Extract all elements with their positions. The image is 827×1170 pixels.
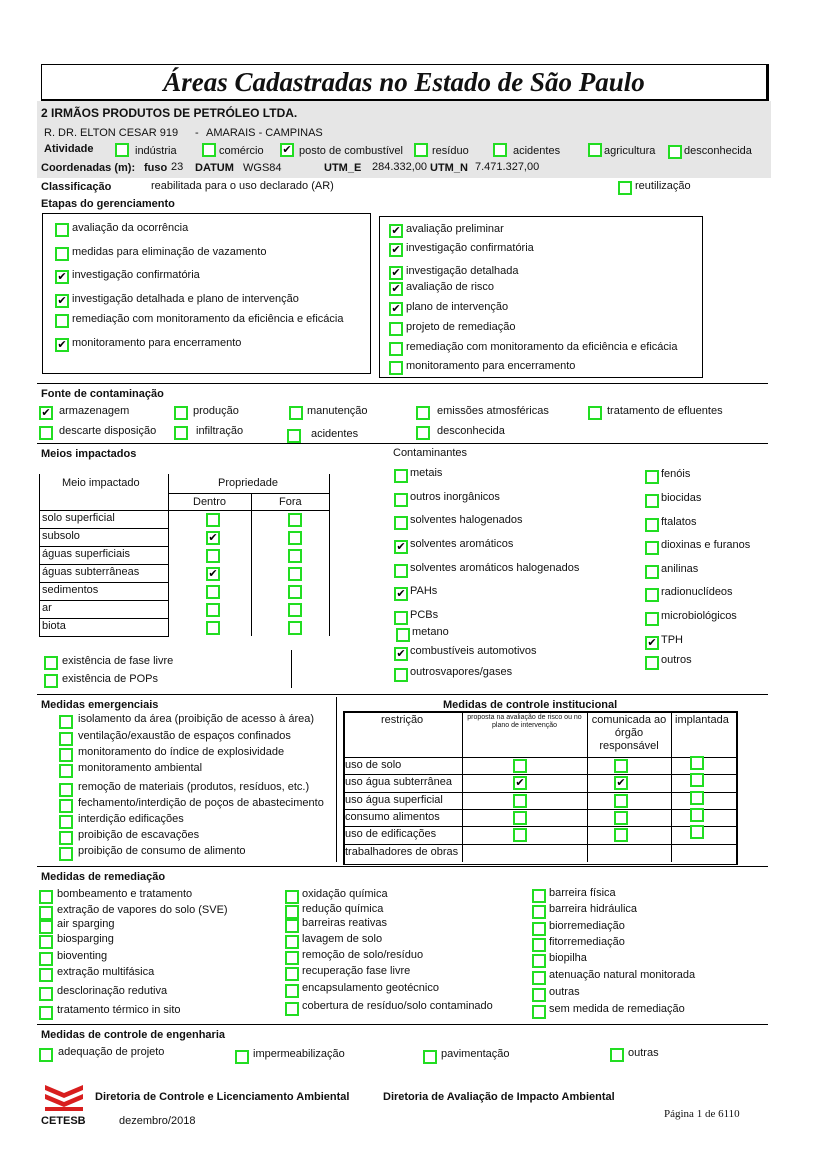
contaminante-anilinas-checkbox[interactable] [645,565,659,579]
table-border [168,493,330,494]
remediacao-biopilha-checkbox[interactable] [532,954,546,968]
emergencial-interdicao-edificacoes-checkbox[interactable] [59,815,73,829]
emergencial-ventilacao-exaustao-de-espacos-confinados-label: ventilação/exaustão de espaços confinados [78,730,291,742]
district: AMARAIS - CAMPINAS [206,127,323,139]
footer-diretoria-1: Diretoria de Controle e Licenciamento Ambiental [95,1091,350,1103]
remediacao-atenuacao-natural-monitorada-checkbox[interactable] [532,971,546,985]
remediacao-remocao-de-solo-residuo-label: remoção de solo/resíduo [302,949,424,961]
emergencial-proibicao-de-consumo-de-alimento-label: proibição de consumo de alimento [78,845,246,857]
restricao-uso-de-solo-proposta-checkbox[interactable] [513,759,527,773]
contaminante-combustiveis-automotivos-label: combustíveis automotivos [410,645,537,657]
atividade-agricultura-checkbox[interactable] [588,143,602,157]
etapa-left-avaliacao-da-ocorrencia-checkbox[interactable] [55,223,69,237]
remediacao-extracao-de-vapores-do-solo-sve-checkbox[interactable] [39,906,53,920]
fonte-tratamento-de-efluentes-label: tratamento de efluentes [607,405,723,417]
atividade-posto-de-combustivel-label: posto de combustível [299,145,403,157]
restricao-consumo-alimentos-proposta-checkbox[interactable] [513,811,527,825]
restricao-row-uso-agua-subterranea: uso água subterrânea [345,776,453,788]
pops-checkbox[interactable] [44,674,58,688]
emergencial-interdicao-edificacoes-label: interdição edificações [78,813,184,825]
remediacao-desclorinacao-redutiva-checkbox[interactable] [39,987,53,1001]
remediacao-barreiras-reativas-checkbox[interactable] [285,919,299,933]
remediacao-extracao-multifasica-checkbox[interactable] [39,968,53,982]
atividade-desconhecida-checkbox[interactable] [668,145,682,159]
etapa-left-avaliacao-da-ocorrencia-label: avaliação da ocorrência [72,222,189,234]
fonte-desconhecida-label: desconhecida [437,425,505,437]
utm-n-label: UTM_N [430,162,468,174]
restricao-uso-de-solo-comunicada-checkbox[interactable] [614,759,628,773]
contaminante-tph-checkbox[interactable]: ✔ [645,636,659,650]
contaminante-solventes-halogenados-label: solventes halogenados [410,514,523,526]
contaminante-combustiveis-automotivos-checkbox[interactable]: ✔ [394,647,408,661]
remediacao-barreira-fisica-checkbox[interactable] [532,889,546,903]
fonte-infiltracao-label: infiltração [196,425,244,437]
meio-row-biota: biota [39,618,169,637]
engenharia-impermeabilizacao-label: impermeabilização [253,1048,345,1060]
contaminante-microbiologicos-label: microbiológicos [661,610,737,622]
fonte-label: Fonte de contaminação [41,388,164,400]
emergencial-proibicao-de-consumo-de-alimento-checkbox[interactable] [59,847,73,861]
remediacao-sem-medida-de-remediacao-label: sem medida de remediação [549,1003,685,1015]
etapa-right-investigacao-confirmatoria-checkbox[interactable]: ✔ [389,243,403,257]
divider [336,697,337,862]
fonte-descarte-disposicao-label: descarte disposição [59,425,157,437]
contaminante-microbiologicos-checkbox[interactable] [645,612,659,626]
contaminante-metais-checkbox[interactable] [394,469,408,483]
col-proposta: proposta na avaliação de risco ou no plano de intervenção [467,714,582,729]
etapa-left-investigacao-confirmatoria-label: investigação confirmatória [72,269,200,281]
engenharia-impermeabilizacao-checkbox[interactable] [235,1050,249,1064]
etapa-right-plano-de-intervencao-checkbox[interactable]: ✔ [389,302,403,316]
remediacao-barreira-hidraulica-checkbox[interactable] [532,905,546,919]
table-border [343,809,736,810]
atividade-residuo-label: resíduo [432,145,469,157]
contaminante-biocidas-label: biocidas [661,492,702,504]
emergencial-proibicao-de-escavacoes-checkbox[interactable] [59,831,73,845]
atividade-posto-de-combustivel-checkbox[interactable]: ✔ [280,143,294,157]
fonte-emissoes-atmosfericas-label: emissões atmosféricas [437,405,549,417]
meio-aguas-superficiais-dentro-checkbox[interactable] [206,549,220,563]
remediacao-biorremediacao-label: biorremediação [549,920,625,932]
divider [37,1024,768,1025]
contaminante-solventes-aromaticos-checkbox[interactable]: ✔ [394,540,408,554]
etapa-right-investigacao-confirmatoria-label: investigação confirmatória [406,242,534,254]
remediacao-bioventing-label: bioventing [57,950,108,962]
table-border [343,826,736,827]
engenharia-adequacao-de-projeto-label: adequação de projeto [58,1046,165,1058]
etapa-left-investigacao-confirmatoria-checkbox[interactable]: ✔ [55,270,69,284]
remediacao-biorremediacao-checkbox[interactable] [532,922,546,936]
meio-sedimentos-dentro-checkbox[interactable] [206,585,220,599]
table-border [251,494,252,636]
engenharia-outras-label: outras [628,1047,659,1059]
remediacao-lavagem-de-solo-checkbox[interactable] [285,935,299,949]
utm-n-value: 7.471.327,00 [475,161,540,173]
restricao-row-uso-de-edificacoes: uso de edificações [345,828,437,840]
etapa-left-investigacao-detalhada-e-plano-de-intervencao-checkbox[interactable]: ✔ [55,294,69,308]
classificacao-label: Classificação [41,181,112,193]
fase-livre-checkbox[interactable] [44,656,58,670]
meios-col-fora: Fora [279,496,302,508]
etapa-right-projeto-de-remediacao-checkbox[interactable] [389,322,403,336]
atividade-residuo-checkbox[interactable] [414,143,428,157]
contaminante-ftalatos-label: ftalatos [661,516,697,528]
contaminante-pahs-checkbox[interactable]: ✔ [394,587,408,601]
table-border [587,711,588,862]
meio-row-aguas-superficiais: águas superficiais [39,546,169,565]
engenharia-label: Medidas de controle de engenharia [41,1029,225,1041]
classificacao-value: reabilitada para o uso declarado (AR) [151,180,334,192]
meio-aguas-superficiais-fora-checkbox[interactable] [288,549,302,563]
remediacao-lavagem-de-solo-label: lavagem de solo [302,933,383,945]
fonte-desconhecida-checkbox[interactable] [416,426,430,440]
restricao-uso-agua-subterranea-implantada-checkbox[interactable] [690,773,704,787]
company-name: 2 IRMÃOS PRODUTOS DE PETRÓLEO LTDA. [41,106,298,120]
meios-col-dentro: Dentro [193,496,227,508]
fuso-value: 23 [171,161,184,173]
contaminante-tph-label: TPH [661,634,683,646]
atividade-comercio-label: comércio [219,145,264,157]
etapa-right-avaliacao-preliminar-label: avaliação preliminar [406,223,504,235]
contaminante-fenois-label: fenóis [661,468,691,480]
restricao-uso-de-solo-implantada-checkbox[interactable] [690,756,704,770]
col-implantada: implantada [675,714,729,726]
contaminante-outrosvapores-gases-label: outrosvapores/gases [410,666,513,678]
restricao-row-uso-agua-superficial: uso água superficial [345,794,443,806]
meio-aguas-subterraneas-dentro-checkbox[interactable]: ✔ [206,567,220,581]
etapa-right-projeto-de-remediacao-label: projeto de remediação [406,321,516,333]
restricao-uso-de-edificacoes-proposta-checkbox[interactable] [513,828,527,842]
meios-col-propriedade: Propriedade [218,477,278,489]
restricao-row-trabalhadores-de-obras: trabalhadores de obras [345,846,459,858]
etapas-label: Etapas do gerenciamento [41,198,175,210]
reutilizacao-checkbox[interactable] [618,181,632,195]
fonte-tratamento-de-efluentes-checkbox[interactable] [588,406,602,420]
contaminante-metano-label: metano [412,626,449,638]
remediacao-encapsulamento-geotecnico-label: encapsulamento geotécnico [302,982,439,994]
atividade-acidentes-label: acidentes [513,145,561,157]
contaminante-dioxinas-e-furanos-label: dioxinas e furanos [661,539,751,551]
restricao-row-consumo-alimentos: consumo alimentos [345,811,440,823]
remediacao-tratamento-termico-in-sito-checkbox[interactable] [39,1006,53,1020]
remediacao-encapsulamento-geotecnico-checkbox[interactable] [285,984,299,998]
contaminante-radionuclideos-checkbox[interactable] [645,588,659,602]
fonte-emissoes-atmosfericas-checkbox[interactable] [416,406,430,420]
contaminante-dioxinas-e-furanos-checkbox[interactable] [645,541,659,555]
etapa-right-avaliacao-de-risco-label: avaliação de risco [406,281,495,293]
remediacao-barreira-hidraulica-label: barreira hidráulica [549,903,638,915]
engenharia-adequacao-de-projeto-checkbox[interactable] [39,1048,53,1062]
fuso-label: fuso [144,162,168,174]
meio-biota-dentro-checkbox[interactable] [206,621,220,635]
remediacao-oxidacao-quimica-checkbox[interactable] [285,890,299,904]
contaminante-pcbs-checkbox[interactable] [394,611,408,625]
coords-label: Coordenadas (m): [41,162,136,174]
atividade-industria-checkbox[interactable] [115,143,129,157]
etapa-left-remediacao-com-monitoramento-da-eficiencia-e-eficacia-checkbox[interactable] [55,314,69,328]
table-border [343,844,736,845]
datum-value: WGS84 [243,162,282,174]
remediacao-reducao-quimica-label: redução química [302,903,384,915]
contaminante-radionuclideos-label: radionuclídeos [661,586,733,598]
divider [37,866,768,867]
etapa-left-medidas-para-eliminacao-de-vazamento-label: medidas para eliminação de vazamento [72,246,267,258]
etapa-right-remediacao-com-monitoramento-da-eficiencia-e-eficacia-checkbox[interactable] [389,342,403,356]
etapa-right-investigacao-detalhada-label: investigação detalhada [406,265,519,277]
remediacao-bombeamento-e-tratamento-checkbox[interactable] [39,890,53,904]
atividade-acidentes-checkbox[interactable] [493,143,507,157]
table-border [343,774,736,775]
meios-label: Meios impactados [41,448,137,460]
emergencial-monitoramento-do-indice-de-explosividade-checkbox[interactable] [59,748,73,762]
remediacao-air-sparging-checkbox[interactable] [39,920,53,934]
restricao-uso-agua-subterranea-proposta-checkbox[interactable]: ✔ [513,776,527,790]
restricao-uso-de-edificacoes-implantada-checkbox[interactable] [690,825,704,839]
meio-row-ar: ar [39,600,169,619]
fonte-infiltracao-checkbox[interactable] [174,426,188,440]
table-border [39,474,40,512]
meio-ar-fora-checkbox[interactable] [288,603,302,617]
etapa-right-monitoramento-para-encerramento-label: monitoramento para encerramento [406,360,576,372]
fonte-descarte-disposicao-checkbox[interactable] [39,426,53,440]
etapa-right-avaliacao-de-risco-checkbox[interactable]: ✔ [389,282,403,296]
remediacao-recuperacao-fase-livre-label: recuperação fase livre [302,965,411,977]
remediacao-barreira-fisica-label: barreira física [549,887,616,899]
remediacao-biosparging-label: biosparging [57,933,114,945]
divider [37,443,768,444]
contaminante-pcbs-label: PCBs [410,609,439,621]
meio-solo-superficial-dentro-checkbox[interactable] [206,513,220,527]
meios-col-meio: Meio impactado [62,477,140,489]
contaminante-pahs-label: PAHs [410,585,438,597]
fonte-producao-checkbox[interactable] [174,406,188,420]
emergencial-monitoramento-do-indice-de-explosividade-label: monitoramento do índice de explosividade [78,746,285,758]
restricao-uso-de-edificacoes-comunicada-checkbox[interactable] [614,828,628,842]
datum-label: DATUM [195,162,234,174]
remediacao-atenuacao-natural-monitorada-label: atenuação natural monitorada [549,969,696,981]
contaminante-biocidas-checkbox[interactable] [645,494,659,508]
etapa-left-remediacao-com-monitoramento-da-eficiencia-e-eficacia-label: remediação com monitoramento da eficiência e eficácia [72,313,344,325]
restricao-uso-agua-superficial-proposta-checkbox[interactable] [513,794,527,808]
remediacao-tratamento-termico-in-sito-label: tratamento térmico in sito [57,1004,181,1016]
reutilizacao-label: reutilização [635,180,691,192]
etapa-left-medidas-para-eliminacao-de-vazamento-checkbox[interactable] [55,247,69,261]
remediacao-desclorinacao-redutiva-label: desclorinação redutiva [57,985,168,997]
page-title: Áreas Cadastradas no Estado de São Paulo [41,64,769,102]
table-border [671,711,672,862]
fonte-armazenagem-checkbox[interactable]: ✔ [39,406,53,420]
etapa-right-avaliacao-preliminar-checkbox[interactable]: ✔ [389,224,403,238]
pops-label: existência de POPs [62,673,158,685]
remediacao-cobertura-de-residuo-solo-contaminado-checkbox[interactable] [285,1002,299,1016]
col-restricao: restrição [381,714,424,726]
fonte-armazenagem-label: armazenagem [59,405,130,417]
emergencial-isolamento-da-area-proibicao-de-acesso-a-area-checkbox[interactable] [59,715,73,729]
fonte-acidentes-checkbox[interactable] [287,429,301,443]
remediacao-recuperacao-fase-livre-checkbox[interactable] [285,967,299,981]
fonte-acidentes-label: acidentes [311,428,359,440]
contaminante-solventes-aromaticos-halogenados-label: solventes aromáticos halogenados [410,562,580,574]
emergencial-isolamento-da-area-proibicao-de-acesso-a-area-label: isolamento da área (proibição de acesso à área) [78,713,315,725]
etapa-left-monitoramento-para-encerramento-label: monitoramento para encerramento [72,337,242,349]
divider [37,694,768,695]
engenharia-outras-checkbox[interactable] [610,1048,624,1062]
meio-row-solo-superficial: solo superficial [39,510,169,529]
table-border [169,510,330,511]
footer-date: dezembro/2018 [119,1115,196,1127]
contaminante-metano-checkbox[interactable] [396,628,410,642]
restricao-row-uso-de-solo: uso de solo [345,759,402,771]
restricao-uso-agua-superficial-comunicada-checkbox[interactable] [614,794,628,808]
divider [37,383,768,384]
cetesb-logo-icon [45,1081,83,1111]
remediacao-extracao-multifasica-label: extração multifásica [57,966,155,978]
contaminante-solventes-aromaticos-halogenados-checkbox[interactable] [394,564,408,578]
etapa-right-monitoramento-para-encerramento-checkbox[interactable] [389,361,403,375]
remediacao-fitorremediacao-label: fitorremediação [549,936,625,948]
remediacao-fitorremediacao-checkbox[interactable] [532,938,546,952]
fonte-producao-label: produção [193,405,239,417]
footer-org: CETESB [41,1115,86,1127]
remediacao-barreiras-reativas-label: barreiras reativas [302,917,387,929]
remediacao-outras-label: outras [549,986,580,998]
restricao-consumo-alimentos-comunicada-checkbox[interactable] [614,811,628,825]
atividade-industria-label: indústria [135,145,177,157]
utm-e-value: 284.332,00 [372,161,428,173]
emergencial-monitoramento-ambiental-label: monitoramento ambiental [78,762,203,774]
meio-sedimentos-fora-checkbox[interactable] [288,585,302,599]
etapa-right-remediacao-com-monitoramento-da-eficiencia-e-eficacia-label: remediação com monitoramento da eficiência e eficácia [406,341,678,353]
remediacao-air-sparging-label: air sparging [57,918,115,930]
contaminante-outros-checkbox[interactable] [645,656,659,670]
table-border [343,792,736,793]
fase-livre-label: existência de fase livre [62,655,174,667]
etapa-left-monitoramento-para-encerramento-checkbox[interactable]: ✔ [55,338,69,352]
meio-row-sedimentos: sedimentos [39,582,169,601]
emergenciais-label: Medidas emergenciais [41,699,159,711]
emergencial-monitoramento-ambiental-checkbox[interactable] [59,764,73,778]
meio-subsolo-fora-checkbox[interactable] [288,531,302,545]
remediacao-outras-checkbox[interactable] [532,988,546,1002]
atividade-comercio-checkbox[interactable] [202,143,216,157]
address-separator: - [195,127,199,139]
restricao-uso-agua-superficial-implantada-checkbox[interactable] [690,791,704,805]
atividade-desconhecida-label: desconhecida [684,145,752,157]
emergencial-fechamento-interdicao-de-pocos-de-abastecimento-checkbox[interactable] [59,799,73,813]
etapa-right-investigacao-detalhada-checkbox[interactable]: ✔ [389,266,403,280]
restricao-consumo-alimentos-implantada-checkbox[interactable] [690,808,704,822]
col-comunicada: comunicada ao órgão responsável [591,714,667,752]
emergencial-proibicao-de-escavacoes-label: proibição de escavações [78,829,200,841]
meio-solo-superficial-fora-checkbox[interactable] [288,513,302,527]
remediacao-biopilha-label: biopilha [549,952,587,964]
emergencial-remocao-de-materiais-produtos-residuos-etc-checkbox[interactable] [59,783,73,797]
etapa-right-plano-de-intervencao-label: plano de intervenção [406,301,509,313]
remediacao-cobertura-de-residuo-solo-contaminado-label: cobertura de resíduo/solo contaminado [302,1000,493,1012]
remediacao-oxidacao-quimica-label: oxidação química [302,888,388,900]
remediacao-biosparging-checkbox[interactable] [39,935,53,949]
remediacao-reducao-quimica-checkbox[interactable] [285,905,299,919]
contaminante-ftalatos-checkbox[interactable] [645,518,659,532]
meio-ar-dentro-checkbox[interactable] [206,603,220,617]
table-border [462,711,463,862]
contaminantes-label: Contaminantes [393,447,467,459]
page-number: Página 1 de 6110 [664,1108,740,1120]
atividade-agricultura-label: agricultura [604,145,656,157]
table-border [329,474,330,636]
contaminante-solventes-aromaticos-label: solventes aromáticos [410,538,514,550]
institucional-label: Medidas de controle institucional [443,699,618,711]
meio-aguas-subterraneas-fora-checkbox[interactable] [288,567,302,581]
contaminante-outros-label: outros [661,654,692,666]
emergencial-ventilacao-exaustao-de-espacos-confinados-checkbox[interactable] [59,732,73,746]
address: R. DR. ELTON CESAR 919 [44,127,179,139]
contaminante-outros-inorganicos-checkbox[interactable] [394,493,408,507]
contaminante-outrosvapores-gases-checkbox[interactable] [394,668,408,682]
meio-subsolo-dentro-checkbox[interactable]: ✔ [206,531,220,545]
contaminante-fenois-checkbox[interactable] [645,470,659,484]
engenharia-pavimentacao-checkbox[interactable] [423,1050,437,1064]
emergencial-fechamento-interdicao-de-pocos-de-abastecimento-label: fechamento/interdição de poços de abastecimento [78,797,324,809]
atividade-label: Atividade [44,143,94,155]
fonte-manutencao-checkbox[interactable] [289,406,303,420]
meio-row-aguas-subterraneas: águas subterrâneas [39,564,169,583]
remediacao-extracao-de-vapores-do-solo-sve-label: extração de vapores do solo (SVE) [57,904,228,916]
utm-e-label: UTM_E [324,162,362,174]
engenharia-pavimentacao-label: pavimentação [441,1048,510,1060]
contaminante-outros-inorganicos-label: outros inorgânicos [410,491,500,503]
remediacao-bombeamento-e-tratamento-label: bombeamento e tratamento [57,888,193,900]
fonte-manutencao-label: manutenção [307,405,368,417]
remediacao-sem-medida-de-remediacao-checkbox[interactable] [532,1005,546,1019]
remediacao-label: Medidas de remediação [41,871,166,883]
meio-row-subsolo: subsolo [39,528,169,547]
contaminante-anilinas-label: anilinas [661,563,699,575]
contaminante-metais-label: metais [410,467,443,479]
remediacao-bioventing-checkbox[interactable] [39,952,53,966]
remediacao-remocao-de-solo-residuo-checkbox[interactable] [285,951,299,965]
table-border [343,757,736,758]
emergencial-remocao-de-materiais-produtos-residuos-etc-label: remoção de materiais (produtos, resíduos, etc.) [78,781,310,793]
restricao-uso-agua-subterranea-comunicada-checkbox[interactable]: ✔ [614,776,628,790]
etapa-left-investigacao-detalhada-e-plano-de-intervencao-label: investigação detalhada e plano de intervenção [72,293,299,305]
footer-diretoria-2: Diretoria de Avaliação de Impacto Ambiental [383,1091,615,1103]
contaminante-solventes-halogenados-checkbox[interactable] [394,516,408,530]
divider [291,650,292,688]
meio-biota-fora-checkbox[interactable] [288,621,302,635]
